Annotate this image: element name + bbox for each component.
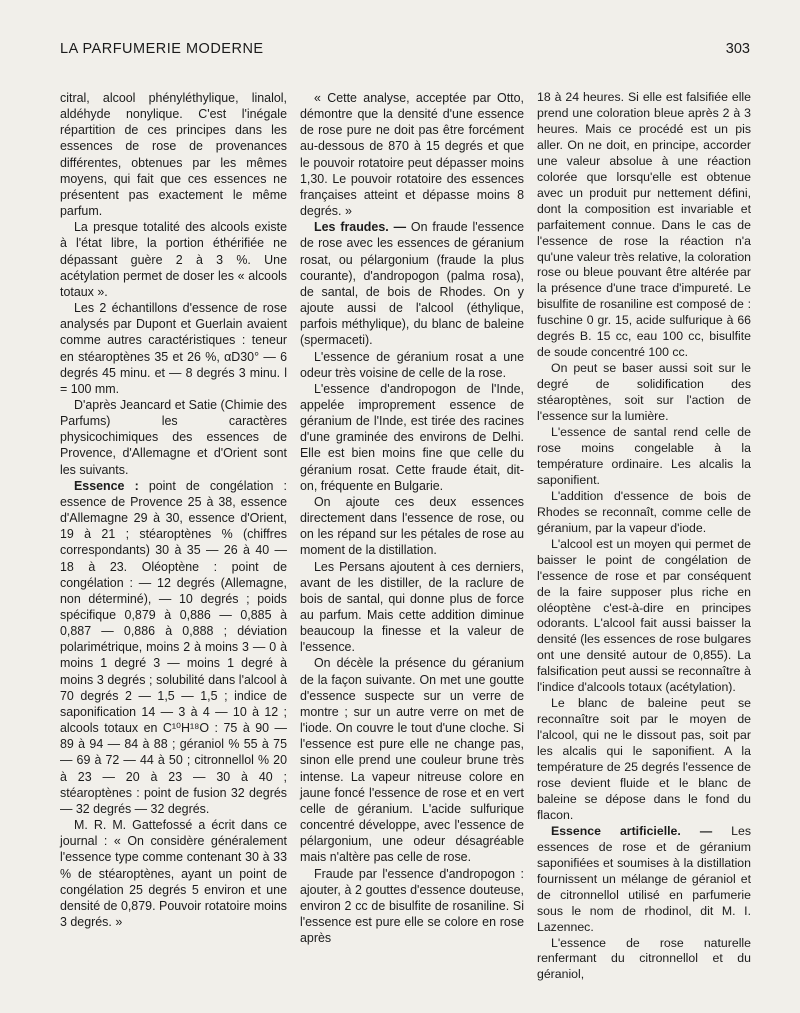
paragraph-text: On peut se baser aussi soit sur le degré de solidification des stéaroptènes, soit sur l'action de l'essence sur la lumière. <box>537 361 751 424</box>
text-column-1 <box>60 90 287 930</box>
run-in-heading: Essence : <box>74 478 139 493</box>
paragraph <box>537 489 751 537</box>
paragraph-text: Les essences de rose et de géranium saponifiées et soumises à la distillation fournissent un mélange de géraniol et de citronnellol utilisé en parfumerie sous le nom de rhodinol, dit M. I. Lazennec. <box>537 823 751 934</box>
paragraph-text: 18 à 24 heures. Si elle est falsifiée elle prend une coloration bleue après 2 à 3 heures. Mais ce procédé est un pis aller. On ne doit, en principe, accorder une valeur absolue à une réaction colorée que lorsqu'elle est obtenue avec un produit pur nettement défini, dont la composition est invariable et parfaitement connue. Dans le cas de l'essence de rose la réaction n'a qu'une valeur très relative, la coloration rose ou bleue pouvant être altérée par la présence d'une trace d'impureté. Le bisulfite de rosaniline est composé de : fuschine 0 gr. 15, acide sulfurique à 66 degrés B. 15 cc, eau 100 cc, bisulfite de soude concentré 100 cc. <box>537 90 751 360</box>
text-column-2 <box>300 90 524 946</box>
running-head: LA PARFUMERIE MODERNE <box>60 41 264 57</box>
paragraph-text: L'essence de géranium rosat a une odeur très voisine de celle de la rose. <box>300 349 524 380</box>
paragraph <box>60 478 287 817</box>
paragraph-text: M. R. M. Gattefossé a écrit dans ce journal : « On considère généralement l'essence type comme contenant 30 à 33 % de stéaroptènes, ayant un point de congélation 25 degrés 5 environ et une densité de 0,879. Pouvoir rotatoire moins 3 degrés. » <box>60 818 287 929</box>
paragraph <box>537 696 751 824</box>
run-in-heading: Essence artificielle. — <box>551 823 713 838</box>
paragraph-text: L'alcool est un moyen qui permet de baisser le point de congélation de l'essence de rose et par conséquent de la faire supposer plus riche en oléoptène c'est-à-dire en principes odorants. L'alcool fait aussi baisser la densité (les essences de rose bulgares ont une densité autour de 0,855). La falsification peut aussi se reconnaître à l'indice d'alcools totaux (acétylation). <box>537 536 751 695</box>
paragraph <box>300 349 524 381</box>
paragraph <box>537 824 751 936</box>
paragraph-text: Le blanc de baleine peut se reconnaître soit par le moyen de l'alcool, qui ne le dissout pas, soit par les alcalis qui le saponifient. A la température de 25 degrés l'essence de rose devient fluide et le blanc de baleine se dépose dans le fond du flacon. <box>537 696 751 822</box>
paragraph-text: L'essence d'andropogon de l'Inde, appelée improprement essence de géranium de l'Inde, est tirée des racines d'une graminée des environs de Delhi. Elle est bien moins fine que celle du géranium rosat. Cette fraude était, dit-on, fréquente en Bulgarie. <box>300 381 524 493</box>
paragraph <box>537 361 751 425</box>
run-in-heading: Les fraudes. — <box>314 220 407 235</box>
paragraph <box>300 381 524 494</box>
paragraph <box>300 559 524 656</box>
paragraph <box>60 817 287 930</box>
paragraph-text: On ajoute ces deux essences directement dans l'essence de rose, ou on les répand sur les pétales de rose au moment de la distillation. <box>300 494 524 558</box>
paragraph-text: On décèle la présence du géranium de la façon suivante. On met une goutte d'essence suspecte sur un verre de montre ; sur un autre verre on met de l'iode. On couvre le tout d'une cloche. Si l'essence est pure elle ne change pas, sinon elle prend une couleur brune très intense. La vapeur nitreuse colore en jaune foncé l'essence de rose et en vert celle de géranium. L'acide sulfurique concentré développe, avec l'essence de pélargonium, une odeur désagréable mais n'altère pas celle de rose. <box>300 656 524 865</box>
paragraph-text: Les 2 échantillons d'essence de rose analysés par Dupont et Guerlain avaient comme autres caractéristiques : teneur en stéaroptènes 35 et 26 %, αD30° — 6 degrés 45 minu. et — 8 degrés 3 minu. l = 100 mm. <box>60 301 287 396</box>
paragraph-text: L'addition d'essence de bois de Rhodes se reconnaît, comme celle de géranium, par la vapeur d'iode. <box>537 488 751 535</box>
paragraph <box>60 397 287 478</box>
page-number: 303 <box>725 41 750 57</box>
paragraph <box>300 219 524 348</box>
paragraph <box>300 90 524 219</box>
paragraph-text: L'essence de rose naturelle renfermant du citronnellol et du géraniol, <box>537 935 751 982</box>
text-column-3 <box>537 90 751 983</box>
paragraph <box>537 425 751 489</box>
paragraph-text: point de congélation : essence de Provence 25 à 38, essence d'Allemagne 29 à 30, essence d'Orient, 19 à 21 ; stéaroptènes % (chiffres correspondants) 30 à 35 — 26 à 40 — 18 à 23. Oléoptène : point de congélation : — 12 degrés (Allemagne, non déterminé), — 10 degrés ; poids spécifique 0,879 à 0,886 — 0,885 à 0,887 — 0,886 à 0,888 ; déviation polarimétrique, moins 2 à moins 3 — 0 à moins 1 degré 3 — moins 1 degré à moins 3 degrés ; solubilité dans l'alcool à 70 degrés 2 — 1,5 — 1,5 ; indice de saponification 14 — 3 à 4 — 10 à 12 ; alcools totaux en C¹⁰H¹⁸O : 75 à 90 — 89 à 94 — 84 à 88 ; géraniol % 55 à 75 — 69 à 72 — 44 à 50 ; citronnellol % 20 à 23 — 20 à 23 — 30 à 40 ; stéaroptènes : point de fusion 32 degrés — 32 degrés — 32 degrés. <box>60 478 288 816</box>
paragraph <box>537 537 751 697</box>
paragraph <box>300 494 524 559</box>
paragraph-text: D'après Jeancard et Satie (Chimie des Parfums) les caractères physicochimiques des essences de Provence, d'Allemagne et d'Orient sont les suivants. <box>60 397 287 477</box>
paragraph-text: On fraude l'essence de rose avec les essences de géranium rosat, ou pélargonium (fraude la plus courante), d'andropogon (palma rosa), de santal, de bois de Rhodes. On y ajoute aussi de l'alcool (éthylique, parfois méthylique), du blanc de baleine (spermaceti). <box>300 220 525 348</box>
paragraph-text: « Cette analyse, acceptée par Otto, démontre que la densité d'une essence de rose pure ne doit pas être forcément au-dessous de 870 à 15 degrés et que le pouvoir rotatoire peut dépasser moins 1,30. Le pouvoir rotatoire des essences françaises atteint et dépasse moins 8 degrés. » <box>300 91 524 219</box>
paragraph-text: Les Persans ajoutent à ces derniers, avant de les distiller, de la raclure de bois de santal, qui donne plus de force au parfum. Mais cette addition diminue beaucoup la finesse et la valeur de l'essence. <box>300 559 524 655</box>
paragraph <box>300 866 524 947</box>
paragraph <box>537 936 751 984</box>
paragraph <box>60 300 287 397</box>
paragraph <box>537 90 751 361</box>
paragraph-text: Fraude par l'essence d'andropogon : ajouter, à 2 gouttes d'essence douteuse, environ 2 cc de bisulfite de rosaniline. Si l'essence est pure elle se colore en rose après <box>300 866 524 946</box>
paragraph-text: La presque totalité des alcools existe à l'état libre, la portion éthérifiée ne dépassant guère 2 à 3 %. Une acétylation permet de doser les « alcools totaux ». <box>60 220 287 299</box>
paragraph <box>300 655 524 865</box>
paragraph <box>60 219 287 300</box>
paragraph-text: citral, alcool phényléthylique, linalol, aldéhyde nonylique. C'est l'inégale répartition de ces principes dans les essences de rose de provenances différentes, obtenues par les mêmes moyens, qui fait que ces essences ne présentent pas exactement le même parfum. <box>60 91 287 219</box>
paragraph-text: L'essence de santal rend celle de rose moins congelable à la température ordinaire. Les alcalis la saponifient. <box>537 425 751 487</box>
paragraph <box>60 90 287 219</box>
